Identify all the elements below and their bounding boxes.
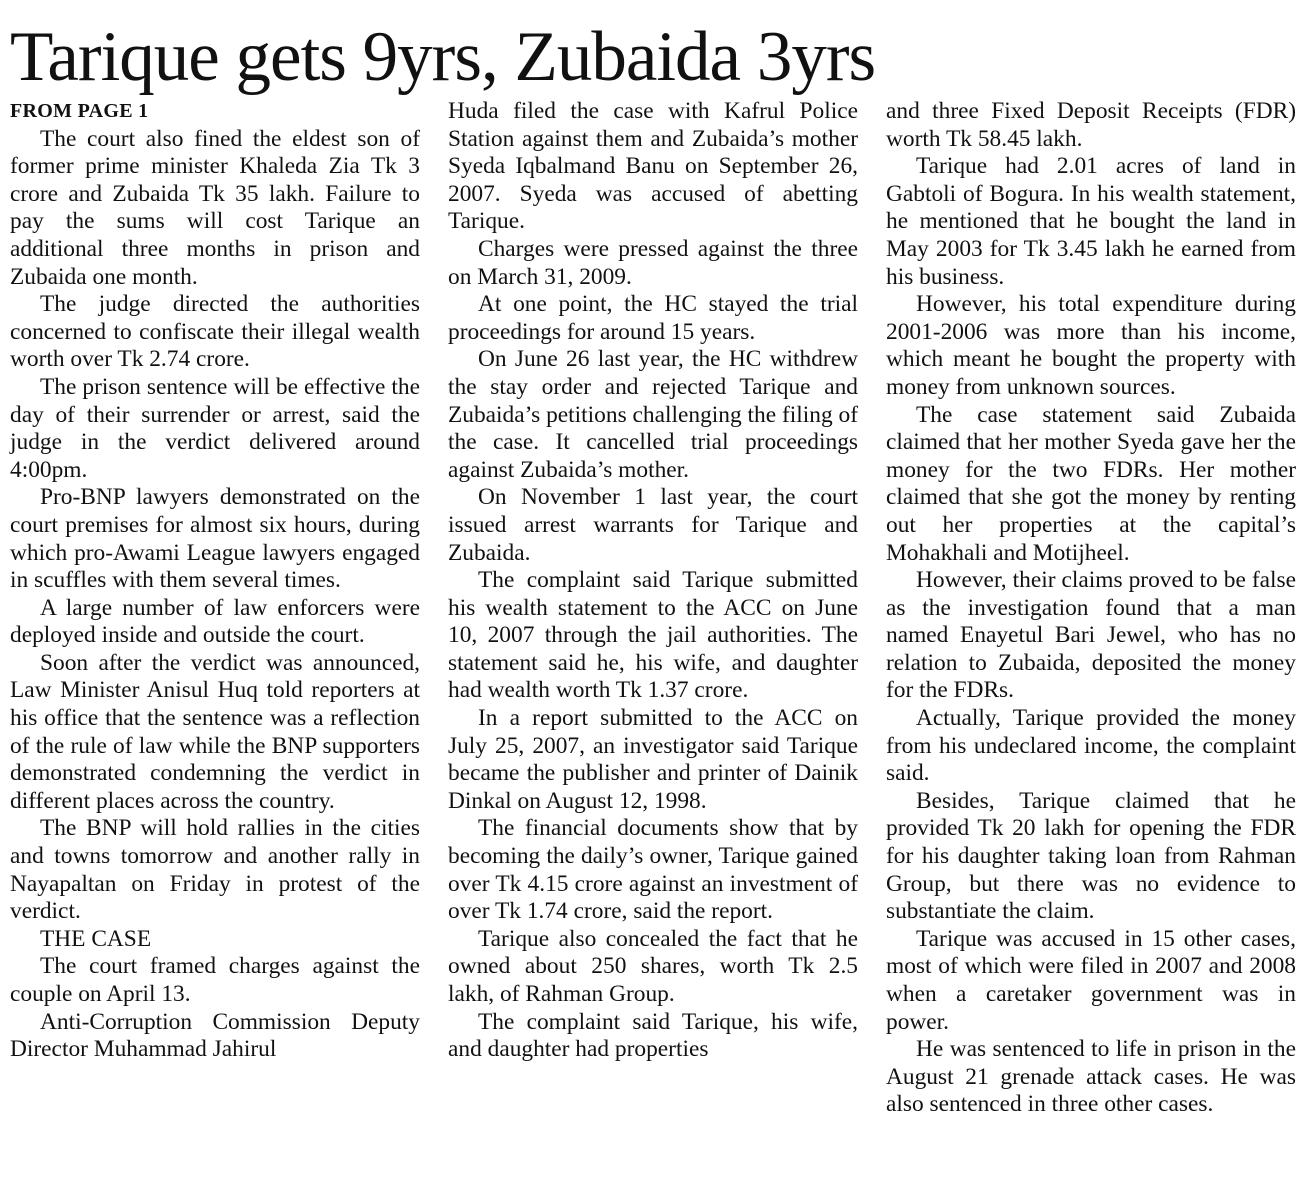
paragraph: Soon after the verdict was announced, Law Minister Anisul Huq told reporters at his office that the sentence was a reflection of the rule of law while the BNP supporters demonstrated condemning the verdict in different places across the country. — [10, 649, 420, 814]
paragraph: The judge directed the authorities concerned to confiscate their illegal wealth worth over Tk 2.74 crore. — [10, 291, 420, 373]
paragraph: The prison sentence will be effective the day of their surrender or arrest, said the judge in the verdict delivered around 4:00pm. — [10, 373, 420, 483]
paragraph: He was sentenced to life in prison in the August 21 grenade attack cases. He was also sentenced in three other cases. — [886, 1036, 1296, 1118]
paragraph: However, his total expenditure during 2001-2006 was more than his income, which meant he bought the property with money from unknown sources. — [886, 291, 1296, 400]
continuation-kicker: FROM PAGE 1 — [10, 100, 149, 122]
paragraph: Tarique also concealed the fact that he owned about 250 shares, worth Tk 2.5 lakh, of Rahman Group. — [448, 925, 858, 1007]
paragraph: Anti-Corruption Commission Deputy Director Muhammad Jahirul — [10, 1008, 420, 1063]
section-subhead: THE CASE — [40, 925, 152, 952]
article-column-3 — [886, 98, 1296, 1119]
paragraph: A large number of law enforcers were deployed inside and outside the court. — [10, 594, 420, 649]
article-column-2 — [448, 98, 858, 1064]
paragraph: The BNP will hold rallies in the cities and towns tomorrow and another rally in Nayapaltan on Friday in protest of the verdict. — [10, 815, 420, 925]
paragraph: The court also fined the eldest son of former prime minister Khaleda Zia Tk 3 crore and Zubaida Tk 35 lakh. Failure to pay the sums will cost Tarique an additional three months in prison and Zubaida one month. — [10, 125, 420, 290]
headline: Tarique gets 9yrs, Zubaida 3yrs — [10, 18, 876, 96]
paragraph: At one point, the HC stayed the trial proceedings for around 15 years. — [448, 291, 858, 345]
paragraph: Tarique had 2.01 acres of land in Gabtoli of Bogura. In his wealth statement, he mentioned that he bought the land in May 2003 for Tk 3.45 lakh he earned from his business. — [886, 153, 1296, 290]
paragraph: In a report submitted to the ACC on July 25, 2007, an investigator said Tarique became the publisher and printer of Dainik Dinkal on August 12, 1998. — [448, 705, 858, 814]
paragraph: The financial documents show that by becoming the daily’s owner, Tarique gained over Tk 4.15 crore against an investment of over Tk 1.74 crore, said the report. — [448, 815, 858, 925]
paragraph: Besides, Tarique claimed that he provided Tk 20 lakh for opening the FDR for his daughter taking loan from Rahman Group, but there was no evidence to substantiate the claim. — [886, 787, 1296, 925]
paragraph: On November 1 last year, the court issued arrest warrants for Tarique and Zubaida. — [448, 484, 858, 566]
paragraph-continued: and three Fixed Deposit Receipts (FDR) worth Tk 58.45 lakh. — [886, 98, 1296, 152]
paragraph-continued: Huda filed the case with Kafrul Police Station against them and Zubaida’s mother Syeda Iqbalmand Banu on September 26, 2007. Syeda was accused of abetting Tarique. — [448, 98, 858, 235]
paragraph: Pro-BNP lawyers demonstrated on the court premises for almost six hours, during which pro-Awami League lawyers engaged in scuffles with them several times. — [10, 484, 420, 594]
paragraph: The complaint said Tarique submitted his wealth statement to the ACC on June 10, 2007 through the jail authorities. The statement said he, his wife, and daughter had wealth worth Tk 1.37 crore. — [448, 567, 858, 704]
paragraph: The complaint said Tarique, his wife, and daughter had properties — [448, 1008, 858, 1063]
paragraph: Actually, Tarique provided the money from his undeclared income, the complaint said. — [886, 705, 1296, 787]
paragraph: The case statement said Zubaida claimed that her mother Syeda gave her the money for the two FDRs. Her mother claimed that she got the money by renting out her properties at the capital’s Mohakhali and Motijheel. — [886, 401, 1296, 566]
article-column-1 — [10, 98, 420, 1064]
paragraph: On June 26 last year, the HC withdrew the stay order and rejected Tarique and Zubaida’s petitions challenging the filing of the case. It cancelled trial proceedings against Zubaida’s mother. — [448, 346, 858, 483]
paragraph: However, their claims proved to be false as the investigation found that a man named Enayetul Bari Jewel, who has no relation to Zubaida, deposited the money for the FDRs. — [886, 567, 1296, 704]
paragraph: Tarique was accused in 15 other cases, most of which were filed in 2007 and 2008 when a caretaker government was in power. — [886, 925, 1296, 1035]
paragraph: Charges were pressed against the three on March 31, 2009. — [448, 235, 858, 290]
paragraph: The court framed charges against the couple on April 13. — [10, 953, 420, 1007]
